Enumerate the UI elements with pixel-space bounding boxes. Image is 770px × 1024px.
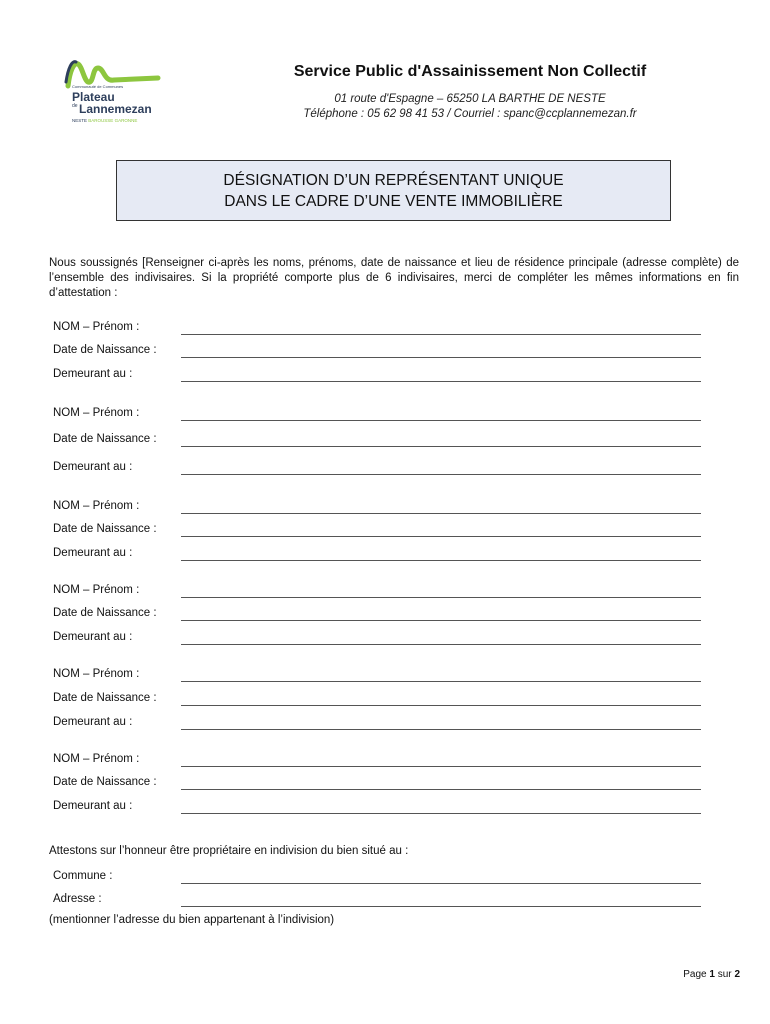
address-label: Demeurant au : — [53, 631, 133, 643]
address-label: Demeurant au : — [53, 800, 133, 812]
input-line[interactable] — [181, 813, 701, 814]
birth-label: Date de Naissance : — [53, 776, 157, 788]
birth-field-4[interactable] — [53, 607, 701, 625]
input-line[interactable] — [181, 620, 701, 621]
input-line[interactable] — [181, 597, 701, 598]
header-address: 01 route d'Espagne – 65250 LA BARTHE DE NESTE — [334, 93, 606, 105]
organization-logo — [62, 56, 174, 126]
intro-paragraph: Nous soussignés [Renseigner ci-après les noms, prénoms, date de naissance et lieu de résidence principale (adresse complète) de l’ensemble des indivisaires. Si la propriété comporte plus de 6 indivisaires, merci de compléter les mêmes informations en fin d’attestation : — [49, 257, 739, 299]
input-line[interactable] — [181, 334, 701, 335]
name-field-5[interactable] — [53, 668, 701, 686]
name-field-2[interactable] — [53, 407, 701, 425]
address-note: (mentionner l’adresse du bien appartenant à l’indivision) — [49, 914, 335, 926]
input-line[interactable] — [181, 560, 701, 561]
birth-field-5[interactable] — [53, 692, 701, 710]
input-line[interactable] — [181, 357, 701, 358]
input-line[interactable] — [181, 705, 701, 706]
birth-field-3[interactable] — [53, 523, 701, 541]
logo-footer-b: BAROUSSE — [88, 118, 114, 123]
input-line[interactable] — [181, 644, 701, 645]
input-line[interactable] — [181, 474, 701, 475]
header-contact: Téléphone : 05 62 98 41 53 / Courriel : spanc@ccplannemezan.fr — [303, 108, 637, 120]
address-field-4[interactable] — [53, 631, 701, 649]
page-prefix: Page — [683, 969, 707, 980]
address-field-3[interactable] — [53, 547, 701, 565]
logo-small-text: Communauté de Communes — [72, 84, 124, 89]
document-title-line1: DÉSIGNATION D’UN REPRÉSENTANT UNIQUE — [223, 171, 564, 189]
page-current: 1 — [709, 969, 715, 980]
birth-field-6[interactable] — [53, 776, 701, 794]
input-line[interactable] — [181, 446, 701, 447]
name-label: NOM – Prénom : — [53, 321, 140, 333]
document-title-box — [116, 160, 671, 221]
attestation-text: Attestons sur l’honneur être propriétaire en indivision du bien situé au : — [49, 845, 409, 857]
address-label: Demeurant au : — [53, 716, 133, 728]
logo-footer — [72, 118, 137, 123]
name-field-6[interactable] — [53, 753, 701, 771]
address-label: Demeurant au : — [53, 368, 133, 380]
input-line[interactable] — [181, 513, 701, 514]
input-line[interactable] — [181, 789, 701, 790]
input-line[interactable] — [181, 766, 701, 767]
logo-footer-c: GARONNE — [114, 118, 138, 123]
address-field-2[interactable] — [53, 461, 701, 479]
commune-label: Commune : — [53, 870, 113, 882]
input-line[interactable] — [181, 906, 701, 907]
name-field-4[interactable] — [53, 584, 701, 602]
header-title: Service Public d'Assainissement Non Collectif — [293, 63, 647, 80]
input-line[interactable] — [181, 536, 701, 537]
logo-footer-a: NESTE — [72, 118, 88, 123]
name-field-1[interactable] — [53, 321, 701, 339]
adresse-label: Adresse : — [53, 893, 102, 905]
logo-line2: Lannemezan — [79, 102, 152, 116]
birth-label: Date de Naissance : — [53, 523, 157, 535]
birth-label: Date de Naissance : — [53, 692, 157, 704]
birth-field-2[interactable] — [53, 433, 701, 451]
input-line[interactable] — [181, 883, 701, 884]
commune-field[interactable] — [53, 870, 701, 888]
logo-line1: Plateau — [72, 90, 115, 104]
input-line[interactable] — [181, 381, 701, 382]
birth-field-1[interactable] — [53, 344, 701, 362]
input-line[interactable] — [181, 729, 701, 730]
birth-label: Date de Naissance : — [53, 344, 157, 356]
birth-label: Date de Naissance : — [53, 433, 157, 445]
name-label: NOM – Prénom : — [53, 753, 140, 765]
page-separator: sur — [717, 969, 732, 980]
logo-line2-prefix: de — [72, 103, 78, 109]
address-label: Demeurant au : — [53, 461, 133, 473]
birth-label: Date de Naissance : — [53, 607, 157, 619]
address-label: Demeurant au : — [53, 547, 133, 559]
name-field-3[interactable] — [53, 500, 701, 518]
name-label: NOM – Prénom : — [53, 500, 140, 512]
address-field-6[interactable] — [53, 800, 701, 818]
page-total: 2 — [734, 969, 740, 980]
address-field-5[interactable] — [53, 716, 701, 734]
input-line[interactable] — [181, 681, 701, 682]
adresse-field[interactable] — [53, 893, 701, 911]
address-field-1[interactable] — [53, 368, 701, 386]
input-line[interactable] — [181, 420, 701, 421]
name-label: NOM – Prénom : — [53, 584, 140, 596]
name-label: NOM – Prénom : — [53, 407, 140, 419]
page-number — [660, 969, 740, 980]
document-title-line2: DANS LE CADRE D’UNE VENTE IMMOBILIÈRE — [224, 192, 563, 210]
name-label: NOM – Prénom : — [53, 668, 140, 680]
